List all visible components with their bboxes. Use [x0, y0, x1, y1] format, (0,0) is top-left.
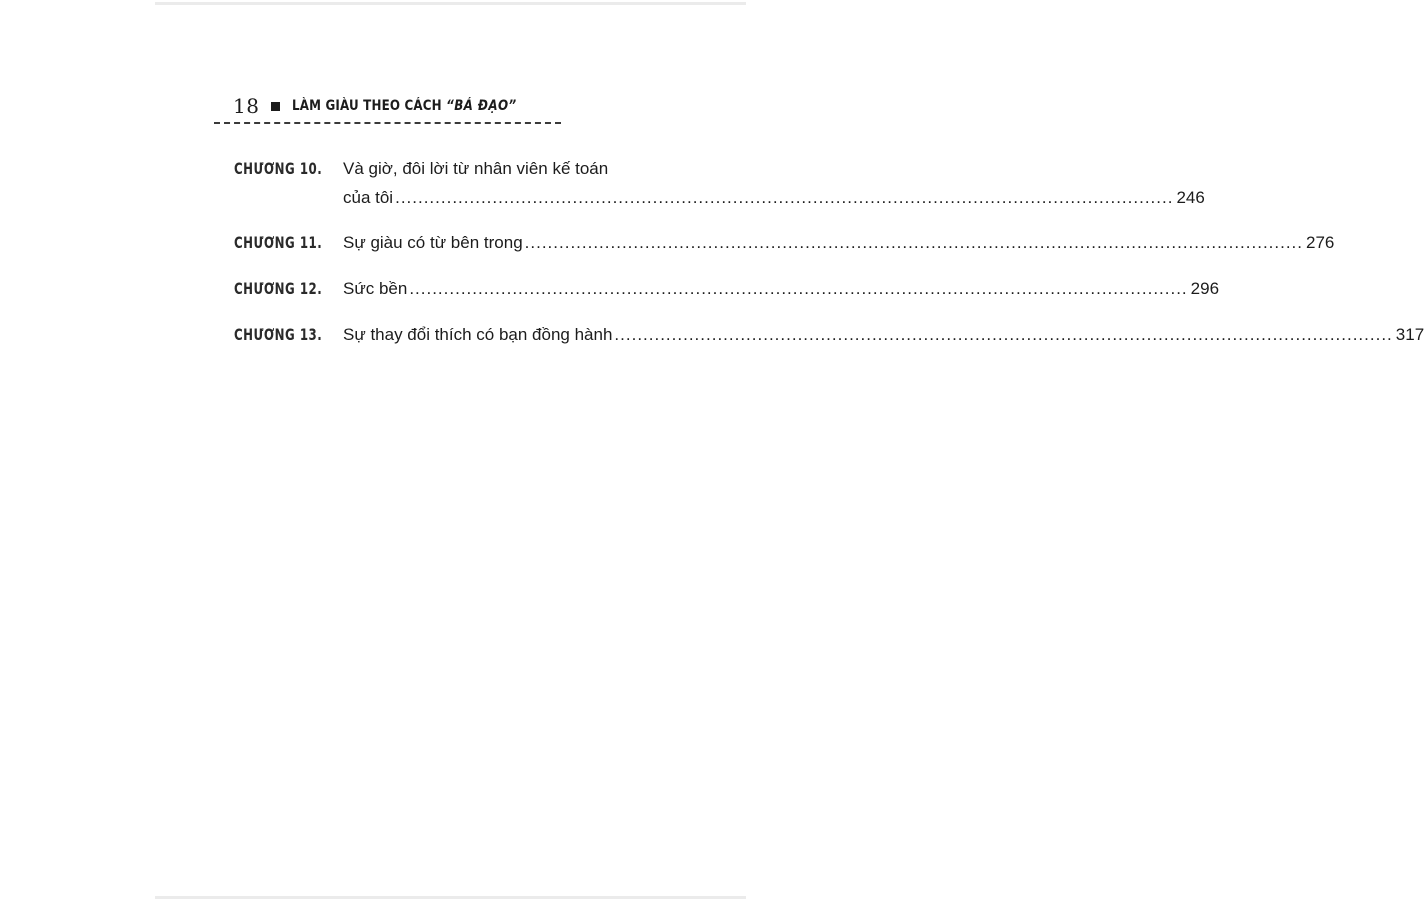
page-reference: 276	[1306, 233, 1335, 252]
dot-leader	[525, 230, 1303, 256]
chapter-label: CHƯƠNG 10.	[234, 159, 323, 178]
page-top-edge	[155, 2, 746, 5]
entry-line	[343, 230, 1334, 256]
page-reference: 246	[1176, 188, 1205, 207]
entry-title: Và giờ, đôi lời từ nhân viên kế toán	[343, 159, 609, 178]
toc-entry-chapter-10[interactable]	[234, 156, 1205, 211]
page-reference: 317	[1395, 325, 1424, 344]
chapter-label: CHƯƠNG 13.	[234, 325, 323, 344]
page-number: 18	[233, 94, 260, 118]
toc-entry-chapter-11[interactable]	[234, 230, 1335, 256]
running-title-accent: “BÁ ĐẠO”	[446, 98, 518, 114]
running-title	[292, 98, 517, 114]
toc-entry-chapter-12[interactable]	[234, 276, 1220, 302]
dot-leader	[614, 322, 1392, 348]
entry-body	[343, 276, 1219, 302]
entry-body	[343, 230, 1334, 256]
table-of-contents	[234, 156, 1424, 368]
header-dashed-rule	[214, 122, 561, 124]
dot-leader	[395, 185, 1173, 211]
entry-line	[343, 322, 1424, 348]
square-bullet-icon	[271, 102, 280, 111]
entry-line	[343, 276, 1219, 302]
running-header	[233, 92, 557, 120]
entry-title-continued: của tôi	[343, 188, 394, 207]
running-title-main: LÀM GIÀU THEO CÁCH	[292, 98, 447, 114]
page-reference: 296	[1190, 279, 1220, 298]
entry-title: Sức bền	[343, 279, 408, 298]
entry-title: Sự thay đổi thích có bạn đồng hành	[343, 325, 613, 344]
entry-title: Sự giàu có từ bên trong	[343, 233, 523, 252]
dot-leader	[409, 276, 1187, 302]
entry-body	[343, 322, 1424, 348]
entry-line	[343, 185, 1205, 211]
entry-body	[343, 156, 1205, 211]
chapter-label: CHƯƠNG 11.	[234, 233, 323, 252]
page-bottom-edge	[155, 896, 746, 899]
chapter-label: CHƯƠNG 12.	[234, 279, 323, 298]
entry-line	[343, 156, 1205, 182]
toc-entry-chapter-13[interactable]	[234, 322, 1424, 348]
